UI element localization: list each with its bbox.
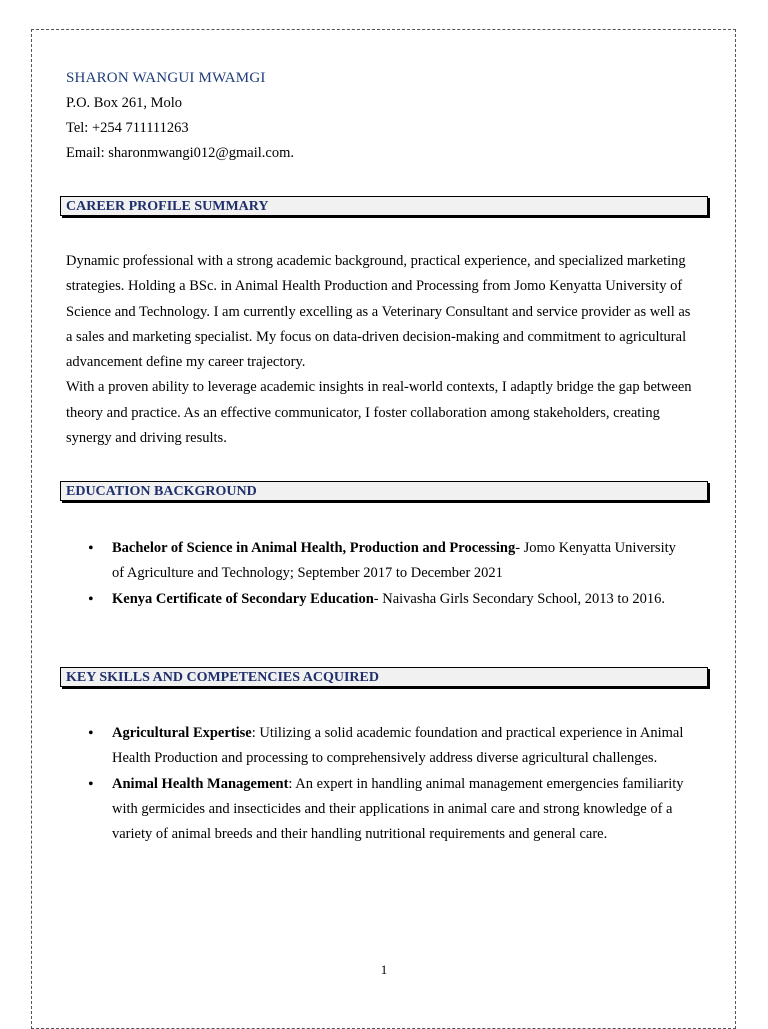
list-item [66, 536, 686, 587]
section-header-career [60, 196, 708, 216]
skill-detail: : An expert in handling animal management emergencies familiarity with germicides and insecticides and their applications in animal care and strong knowledge of a variety of animal breeds and their handling nutritional requirements and general care. [112, 775, 684, 843]
section-header-education [60, 481, 708, 501]
section-title-education: EDUCATION BACKGROUND [66, 484, 257, 499]
list-item [66, 587, 686, 612]
address: P.O. Box 261, Molo [66, 95, 183, 111]
list-item [66, 721, 686, 772]
career-paragraph-1: Dynamic professional with a strong academic background, practical experience, and specialized marketing strategies. Holding a BSc. in Animal Health Production and Processing from Jomo Kenyatta University of Science and Technology. I am currently excelling as a Veterinary Consultant and service provider as well as a sales and marketing specialist. My focus on data-driven decision-making and commitment to agricultural advancement define my career trajectory. [66, 253, 691, 371]
education-list [66, 536, 686, 612]
education-degree: Bachelor of Science in Animal Health, Production and Processing [112, 540, 516, 556]
education-detail: - Jomo Kenyatta University of Agriculture and Technology; September 2017 to December 2021 [112, 540, 676, 582]
section-title-career: CAREER PROFILE SUMMARY [66, 199, 269, 214]
page-number: 1 [380, 962, 388, 977]
list-item [66, 772, 686, 848]
page-border [31, 29, 736, 1029]
career-summary [66, 249, 696, 451]
skill-name: Animal Health Management [112, 775, 289, 792]
skills-list [66, 721, 686, 847]
section-title-skills: KEY SKILLS AND COMPETENCIES ACQUIRED [66, 670, 379, 685]
skill-name: Agricultural Expertise [112, 725, 252, 741]
education-detail: - Naivasha Girls Secondary School, 2013 to 2016. [373, 590, 665, 607]
section-header-skills [60, 667, 708, 687]
telephone: Tel: +254 711111263 [66, 120, 189, 136]
email: Email: sharonmwangi012@gmail.com. [66, 145, 294, 161]
skill-detail: : Utilizing a solid academic foundation and practical experience in Animal Health Production and processing to comprehensively address diverse agricultural challenges. [112, 725, 684, 767]
education-degree: Kenya Certificate of Secondary Education [112, 590, 374, 607]
career-paragraph-2: With a proven ability to leverage academic insights in real-world contexts, I adaptly bridge the gap between theory and practice. As an effective communicator, I foster collaboration among stakeholders, creating synergy and driving results. [66, 379, 692, 447]
contact-header [66, 66, 696, 166]
applicant-name: SHARON WANGUI MWAMGI [66, 70, 266, 86]
